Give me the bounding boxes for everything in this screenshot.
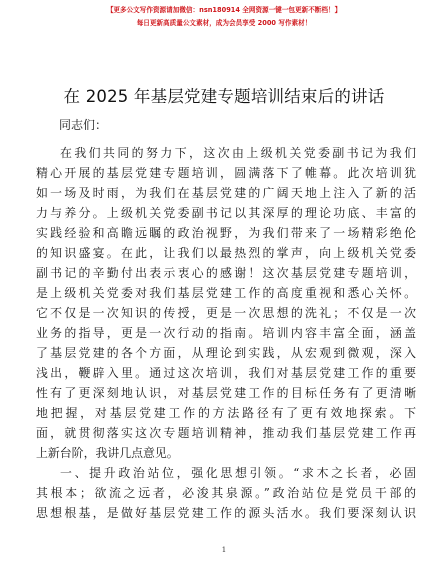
promo-banner-line-2: 每日更新高质量公文素材，成为会员享受 2000 写作素材！ xyxy=(136,19,312,27)
body-line: 实践经验和高瞻远瞩的政治视野，为我们带来了一场精彩绝伦 xyxy=(36,226,416,240)
body-line: 了基层党建的各个方面，从理论到实践，从宏观到微观，深入 xyxy=(36,346,416,360)
body-text xyxy=(36,143,416,523)
body-line: 性有了更深刻地认识，对基层党建工作的目标任务有了更清晰 xyxy=(36,386,416,400)
promo-banner-line-1: 【更多公文写作资源请加微信：nsn180914 全网资源一键一包更新不断档！】 xyxy=(106,6,342,14)
document-title: 在 2025 年基层党建专题培训结束后的讲话 xyxy=(63,87,385,106)
body-line: 地把握，对基层党建工作的方法路径有了更有效地探索。下 xyxy=(36,406,416,420)
body-line: 浅出，鞭辟入里。通过这次培训，我们对基层党建工作的重要 xyxy=(36,366,416,380)
body-line: 它不仅是一次知识的传授，更是一次思想的洗礼；不仅是一次 xyxy=(36,306,416,320)
body-line: 在我们共同的努力下，这次由上级机关党委副书记为我们 xyxy=(60,146,416,160)
body-line: 业务的指导，更是一次行动的指南。培训内容丰富全面，涵盖 xyxy=(36,326,416,340)
body-line: 一、提升政治站位，强化思想引领。“求木之长者，必固 xyxy=(60,466,416,480)
salutation: 同志们： xyxy=(59,118,108,132)
body-line: 思想根基，是做好基层党建工作的源头活水。我们要深刻认识 xyxy=(36,506,416,520)
page-number: 1 xyxy=(221,546,227,554)
body-line: 的知识盛宴。在此，让我们以最热烈的掌声，向上级机关党委 xyxy=(36,246,416,260)
body-line: 精心开展的基层党建专题培训，圆满落下了帷幕。此次培训犹 xyxy=(36,166,416,180)
body-line: 如一场及时雨，为我们在基层党建的广阔天地上注入了新的活 xyxy=(36,186,416,200)
promo-banner xyxy=(0,6,448,28)
body-line: 是上级机关党委对我们基层党建工作的高度重视和悉心关怀。 xyxy=(36,286,416,300)
body-line: 副书记的辛勤付出表示衷心的感谢！这次基层党建专题培训， xyxy=(36,266,416,280)
body-line: 力与养分。上级机关党委副书记以其深厚的理论功底、丰富的 xyxy=(36,206,416,220)
body-line: 其根本；欲流之远者，必浚其泉源。”政治站位是党员干部的 xyxy=(36,486,416,500)
body-line: 上新台阶，我讲几点意见。 xyxy=(36,446,179,460)
body-line: 面，就贯彻落实这次专题培训精神，推动我们基层党建工作再 xyxy=(36,426,416,440)
